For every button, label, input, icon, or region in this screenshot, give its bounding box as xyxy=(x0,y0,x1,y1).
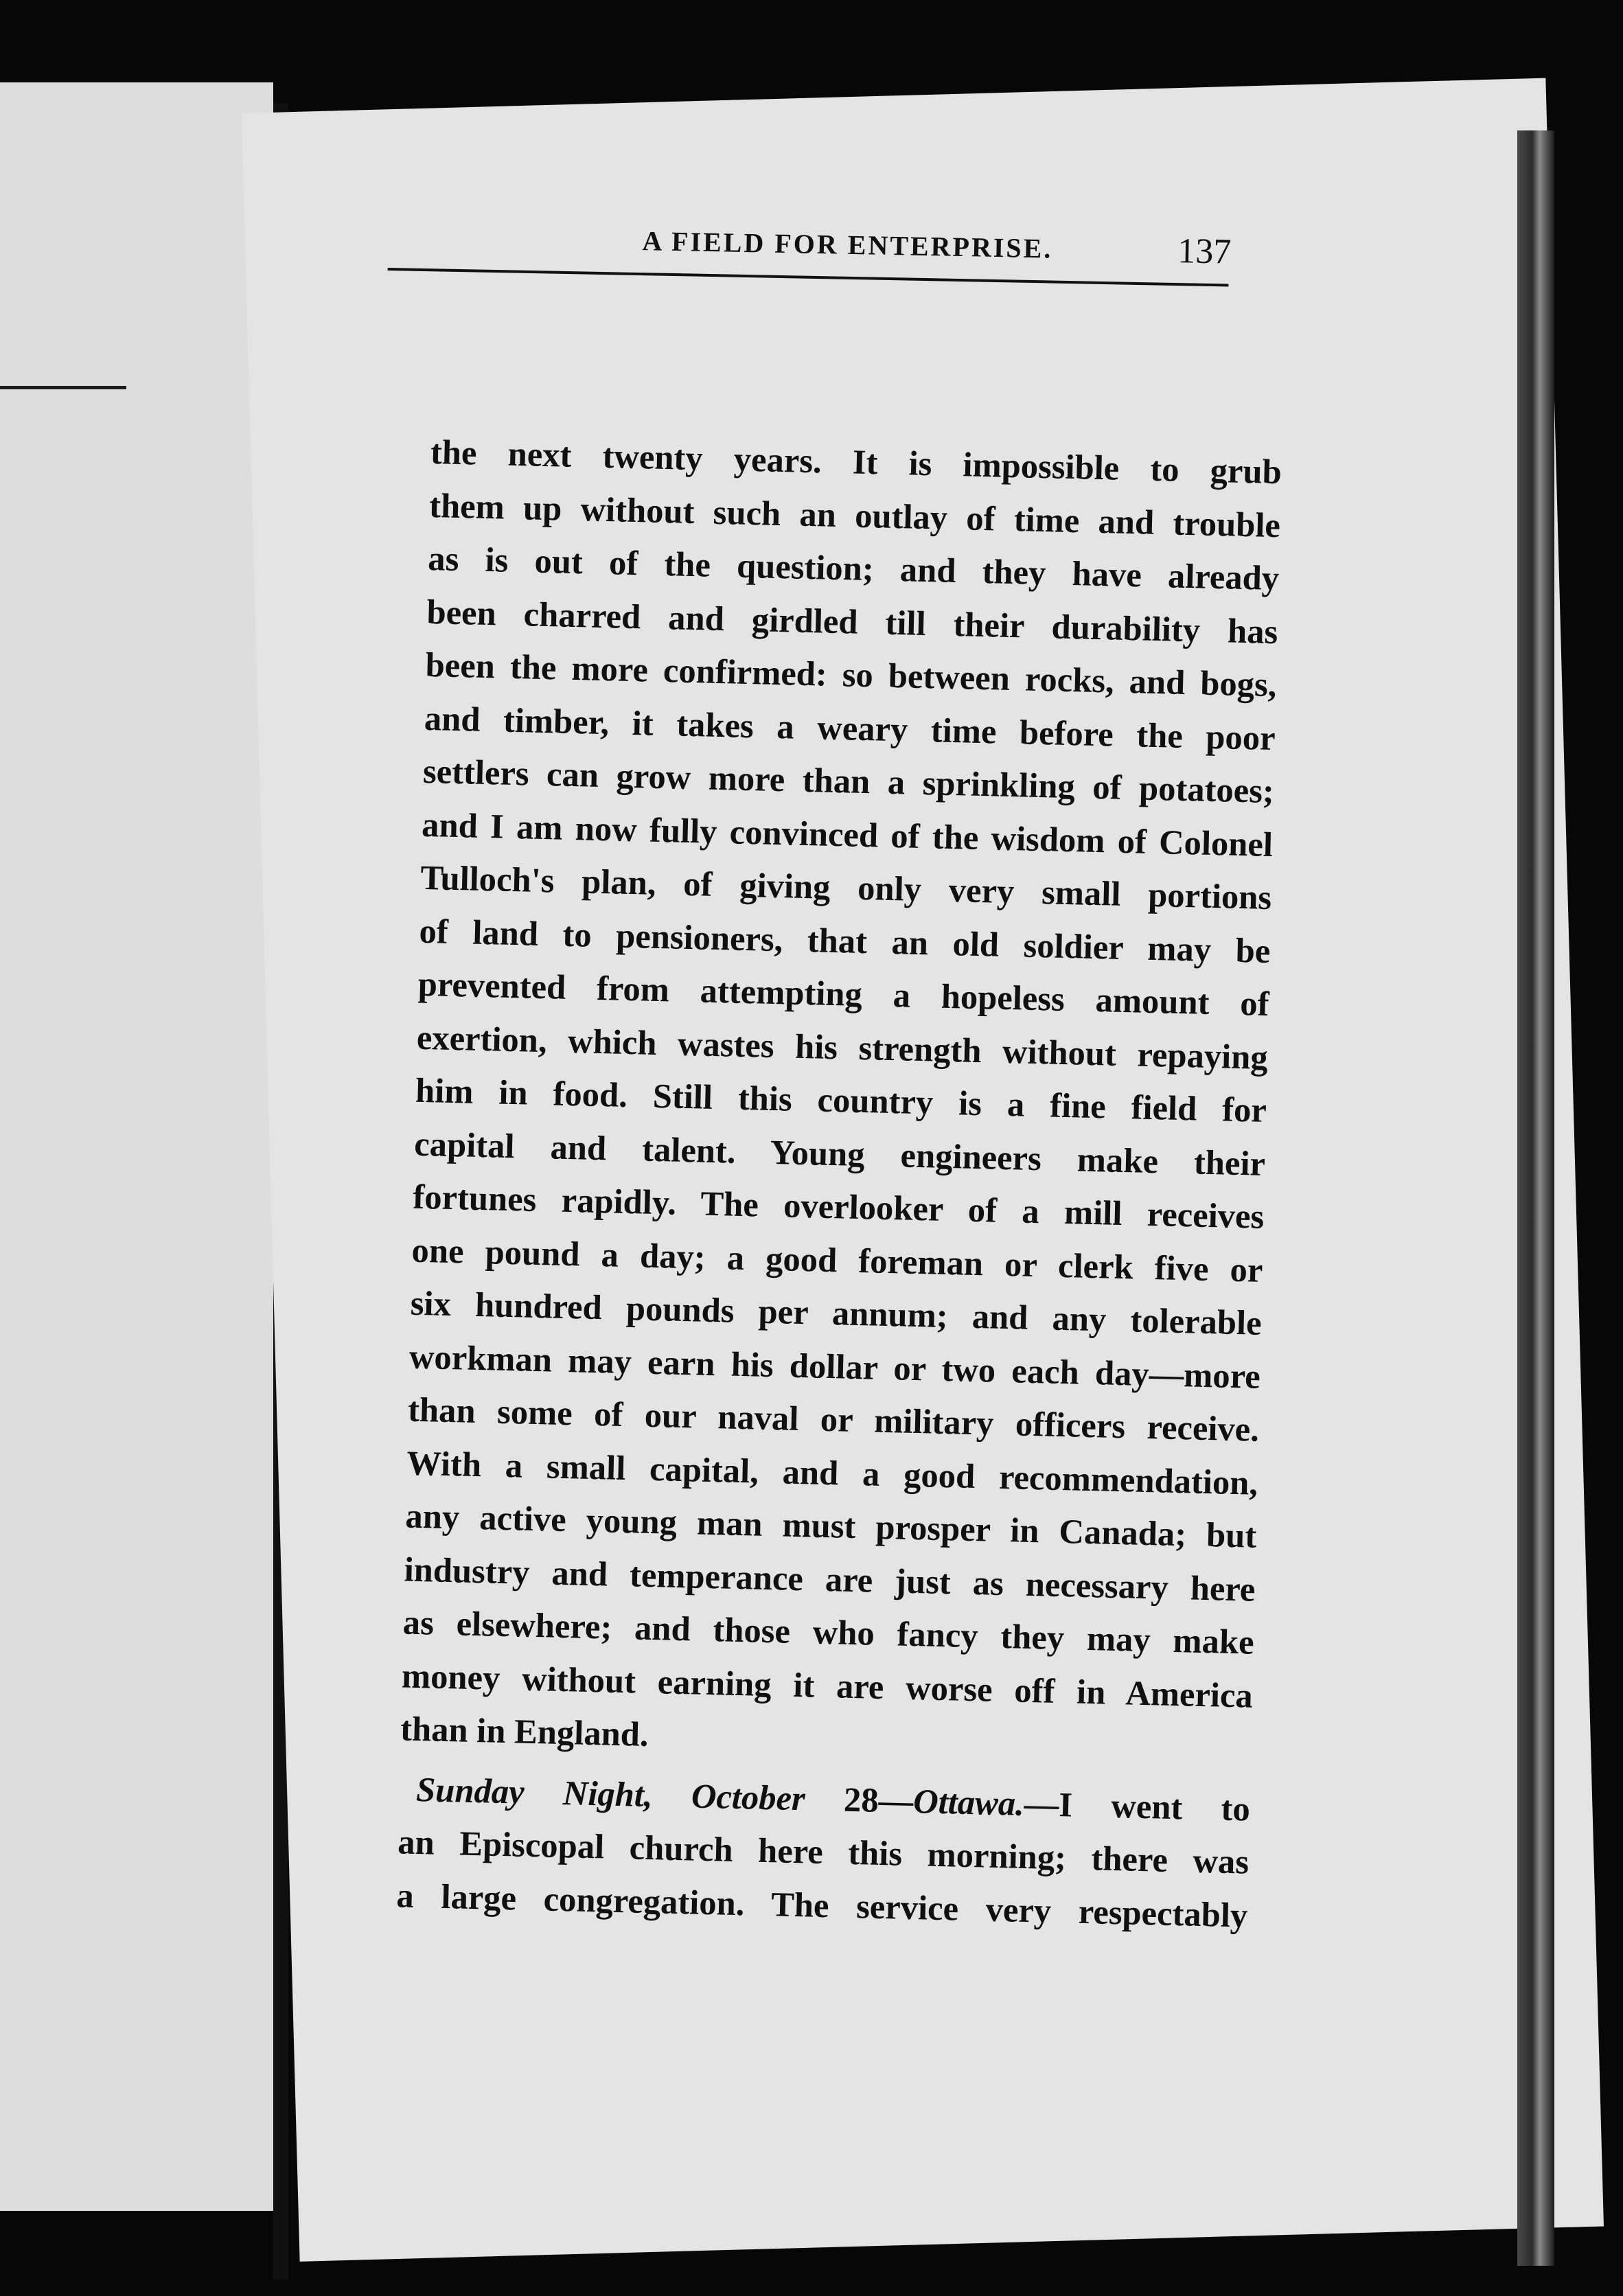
text-line: any active young man must prosper in Canada; but xyxy=(404,1496,1257,1555)
text-line: than in England. xyxy=(400,1709,649,1754)
text-line: of land to pensioners, that an old soldier may be xyxy=(419,911,1271,970)
running-title: A FIELD FOR ENTERPRISE. xyxy=(642,225,1053,264)
text-line: as is out of the question; and they have already xyxy=(427,538,1280,598)
text-line: a large congregation. The service very respectably xyxy=(395,1875,1248,1935)
left-page xyxy=(0,82,273,2211)
left-page-header-rule xyxy=(0,386,126,389)
text-line: workman may earn his dollar or two each day—more xyxy=(408,1337,1261,1396)
dateline-rest: —I went to xyxy=(1024,1784,1251,1828)
text-line: been the more confirmed: so between rocks, and bogs, xyxy=(425,645,1278,704)
text-line: industry and temperance are just as necessary here xyxy=(404,1550,1256,1609)
text-line: settlers can grow more than a sprinkling of potatoes; xyxy=(422,751,1275,811)
text-line: an Episcopal church here this morning; there was xyxy=(397,1822,1250,1881)
text-line: exertion, which wastes his strength without repaying xyxy=(416,1018,1269,1077)
text-line: prevented from attempting a hopeless amount of xyxy=(417,964,1270,1023)
text-line: and I am now fully convinced of the wisdom of Colonel xyxy=(421,805,1274,864)
text-line: Tulloch's plan, of giving only very small portions xyxy=(419,858,1272,917)
text-line: than some of our naval or military officers receive. xyxy=(407,1390,1260,1449)
body-text xyxy=(396,426,1282,1942)
text-line: been charred and girdled till their durability has xyxy=(426,592,1278,651)
dateline-place: Ottawa. xyxy=(912,1781,1025,1823)
text-line: the next twenty years. It is impossible to grub xyxy=(430,432,1282,492)
text-line: one pound a day; a good foreman or clerk five or xyxy=(411,1230,1264,1289)
paragraph-1 xyxy=(400,426,1282,1776)
text-line: them up without such an outlay of time and trouble xyxy=(428,485,1281,544)
text-line: fortunes rapidly. The overlooker of a mill receives xyxy=(412,1177,1265,1236)
text-line: capital and talent. Young engineers make their xyxy=(413,1124,1266,1183)
text-line: six hundred pounds per annum; and any tolerable xyxy=(410,1283,1263,1342)
page-edge xyxy=(1517,130,1554,2266)
page-number: 137 xyxy=(1177,231,1232,272)
text-line: and timber, it takes a weary time before the poor xyxy=(424,698,1276,757)
dateline-day: Sunday Night, October xyxy=(415,1769,806,1817)
paragraph-2 xyxy=(396,1763,1251,1942)
text-line: With a small capital, and a good recommendation, xyxy=(406,1443,1258,1502)
dateline-number: 28— xyxy=(843,1780,914,1820)
text-line: as elsewhere; and those who fancy they may make xyxy=(402,1603,1255,1662)
text-line: him in food. Still this country is a fine field for xyxy=(415,1070,1267,1129)
text-line: money without earning it are worse off in America xyxy=(401,1656,1254,1715)
